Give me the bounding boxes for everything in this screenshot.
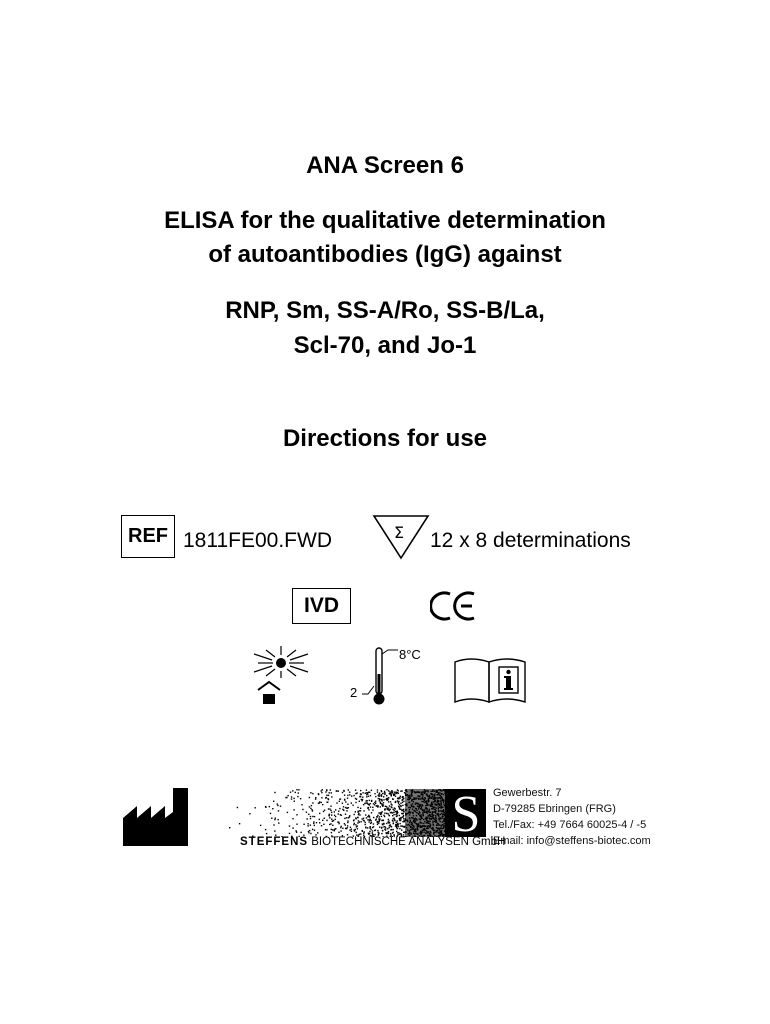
- company-address: [493, 785, 651, 849]
- company-name: BIOTECHNISCHE ANALYSEN GmbH: [311, 836, 506, 848]
- company-brand: STEFFENS: [240, 836, 309, 848]
- temperature-max: 8°C: [399, 647, 421, 662]
- temperature-min: 2: [350, 685, 358, 700]
- logo-letter: S: [451, 789, 481, 837]
- ref-symbol-box: REF: [121, 515, 175, 558]
- antigens-line-2: Scl-70, and Jo-1: [293, 332, 477, 359]
- address-line: Tel./Fax: +49 7664 60025-4 / -5: [493, 819, 647, 831]
- ivd-symbol-box: IVD: [292, 588, 351, 624]
- sigma-triangle-icon: [372, 514, 430, 562]
- antigens-line-1: RNP, Sm, SS-A/Ro, SS-B/La,: [225, 297, 545, 324]
- address-line: Gewerbestr. 7: [493, 787, 562, 799]
- page-title: ANA Screen 6: [306, 152, 464, 179]
- directions-heading: Directions for use: [282, 425, 488, 452]
- steffens-company-logo: [205, 789, 486, 837]
- determinations-count: 12 x 8 determinations: [430, 529, 631, 552]
- ref-number: 1811FE00.FWD: [183, 529, 332, 552]
- ce-mark-icon: [430, 588, 480, 624]
- keep-away-from-sunlight-icon: [246, 644, 316, 706]
- subtitle-line-1: ELISA for the qualitative determination: [164, 207, 606, 234]
- address-line: Email: info@steffens-biotec.com: [493, 835, 651, 847]
- consult-instructions-book-icon: [453, 656, 527, 704]
- sigma-symbol: Σ: [393, 523, 405, 542]
- manufacturer-factory-icon: [123, 788, 189, 846]
- subtitle-line-2: of autoantibodies (IgG) against: [208, 241, 562, 268]
- company-name-line: [240, 836, 505, 848]
- address-line: D-79285 Ebringen (FRG): [493, 803, 616, 815]
